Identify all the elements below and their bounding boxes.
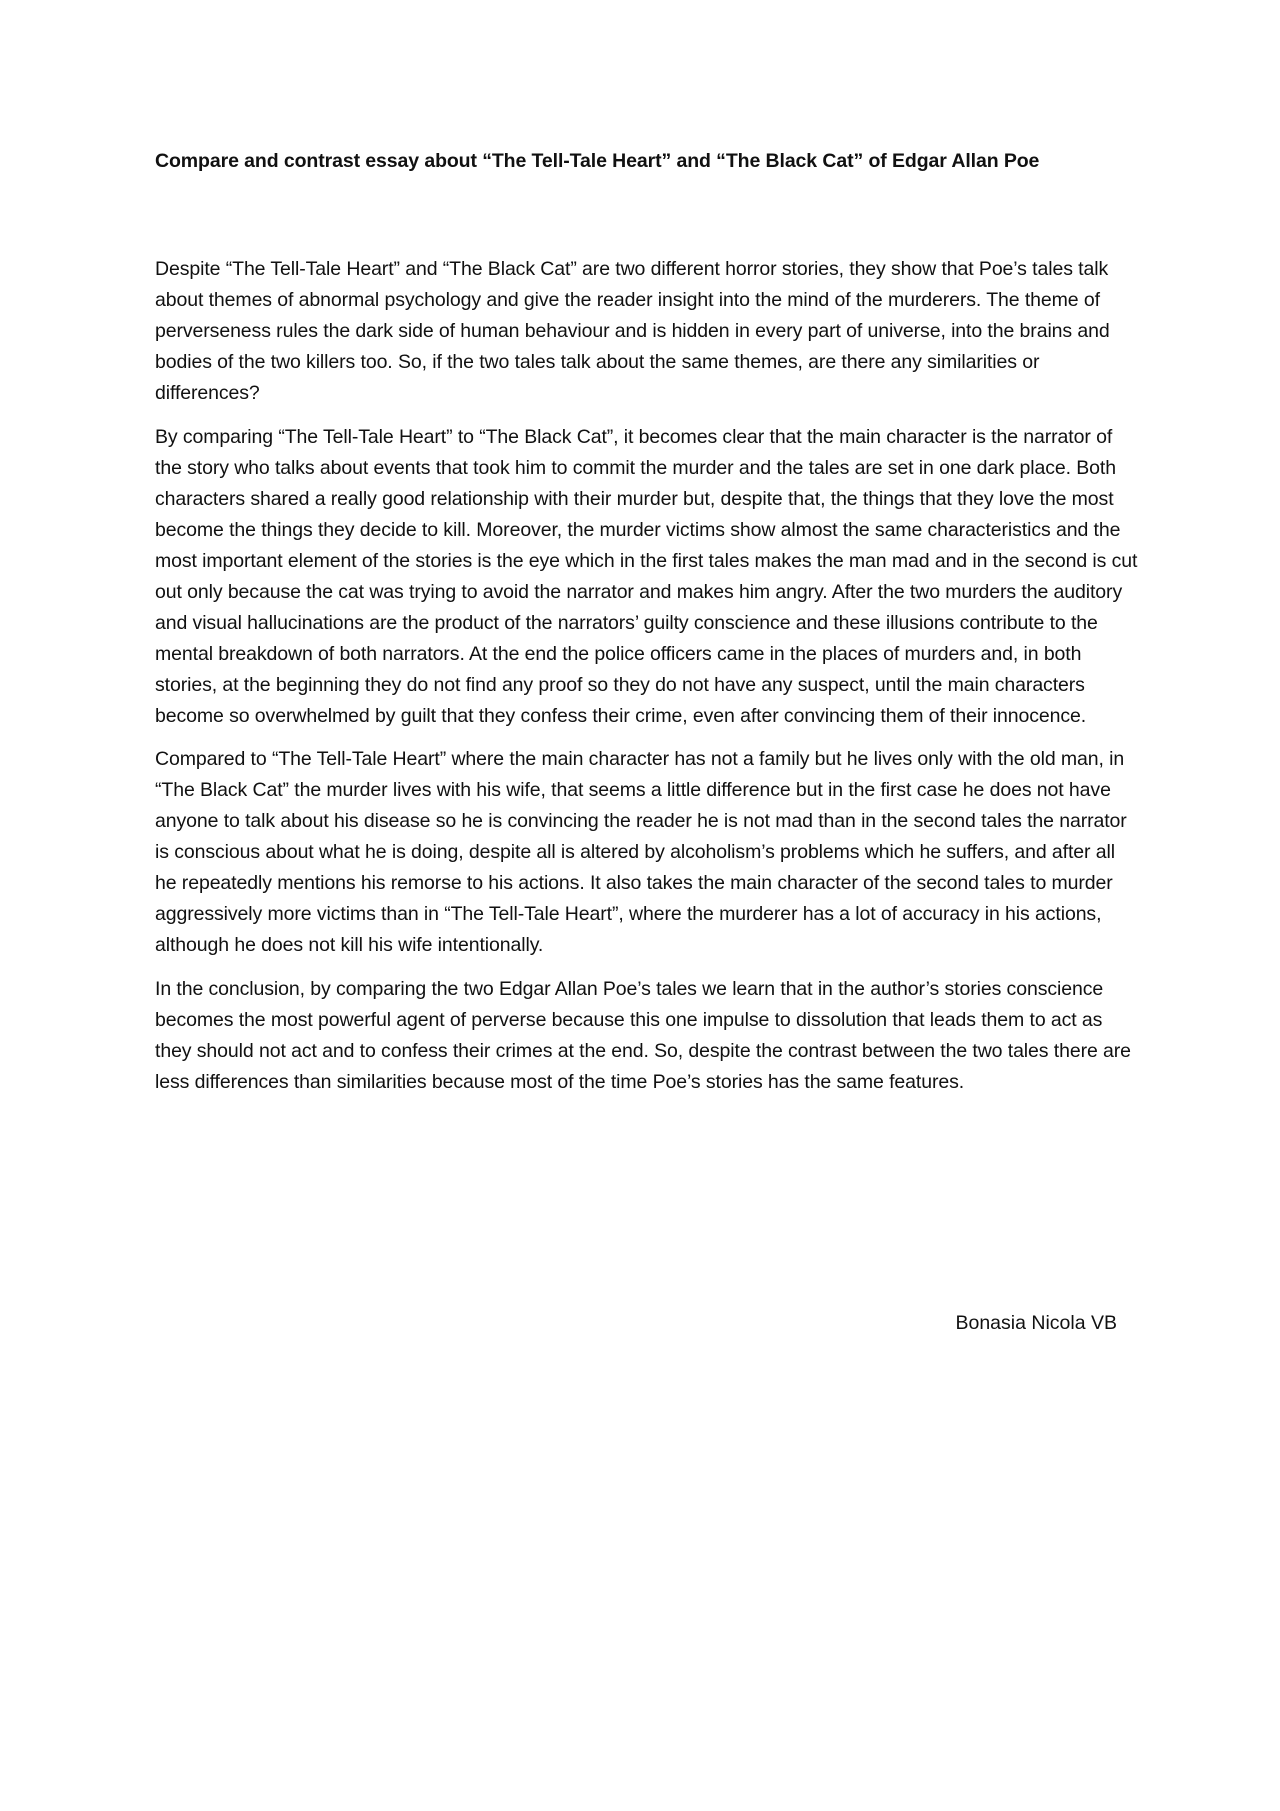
document-title: Compare and contrast essay about “The Tell-Tale Heart” and “The Black Cat” of Edgar Allan Poe <box>155 150 1040 172</box>
paragraph-similarities: By comparing “The Tell-Tale Heart” to “The Black Cat”, it becomes clear that the main character is the narrator of the story who talks about events that took him to commit the murder and the tales are set in one dark place. Both characters shared a really good relationship with their murder but, despite that, the things that they love the most become the things they decide to kill. Moreover, the murder victims show almost the same characteristics and the most important element of the stories is the eye which in the first tales makes the man mad and in the second is cut out only because the cat was trying to avoid the narrator and makes him angry. After the two murders the auditory and visual hallucinations are the product of the narrators’ guilty conscience and these illusions contribute to the mental breakdown of both narrators. At the end the police officers came in the places of murders and, in both stories, at the beginning they do not find any proof so they do not have any suspect, until the main characters become so overwhelmed by guilt that they confess their crime, even after convincing them of their innocence. <box>155 425 1138 727</box>
document-content <box>155 148 1138 1110</box>
essay-body <box>155 254 1138 1098</box>
paragraph-differences: Compared to “The Tell-Tale Heart” where the main character has not a family but he lives only with the old man, in “The Black Cat” the murder lives with his wife, that seems a little difference but in the first case he does not have anyone to talk about his disease so he is convincing the reader he is not mad than in the second tales the narrator is conscious about what he is doing, despite all is altered by alcoholism’s problems which he suffers, and after all he repeatedly mentions his remorse to his actions. It also takes the main character of the second tales to murder aggressively more victims than in “The Tell-Tale Heart”, where the murderer has a lot of accuracy in his actions, although he does not kill his wife intentionally. <box>155 748 1127 957</box>
paragraph-conclusion: In the conclusion, by comparing the two Edgar Allan Poe’s tales we learn that in the author’s stories conscience becomes the most powerful agent of perverse because this one impulse to dissolution that leads them to act as they should not act and to confess their crimes at the end. So, despite the contrast between the two tales there are less differences than similarities because most of the time Poe’s stories has the same features. <box>155 977 1131 1093</box>
paragraph-introduction: Despite “The Tell-Tale Heart” and “The Black Cat” are two different horror stories, they show that Poe’s tales talk about themes of abnormal psychology and give the reader insight into the mind of the murderers. The theme of perverseness rules the dark side of human behaviour and is hidden in every part of universe, into the brains and bodies of the two killers too. So, if the two tales talk about the same themes, are there any similarities or differences? <box>155 258 1110 405</box>
author-signature: Bonasia Nicola VB <box>955 1312 1117 1334</box>
